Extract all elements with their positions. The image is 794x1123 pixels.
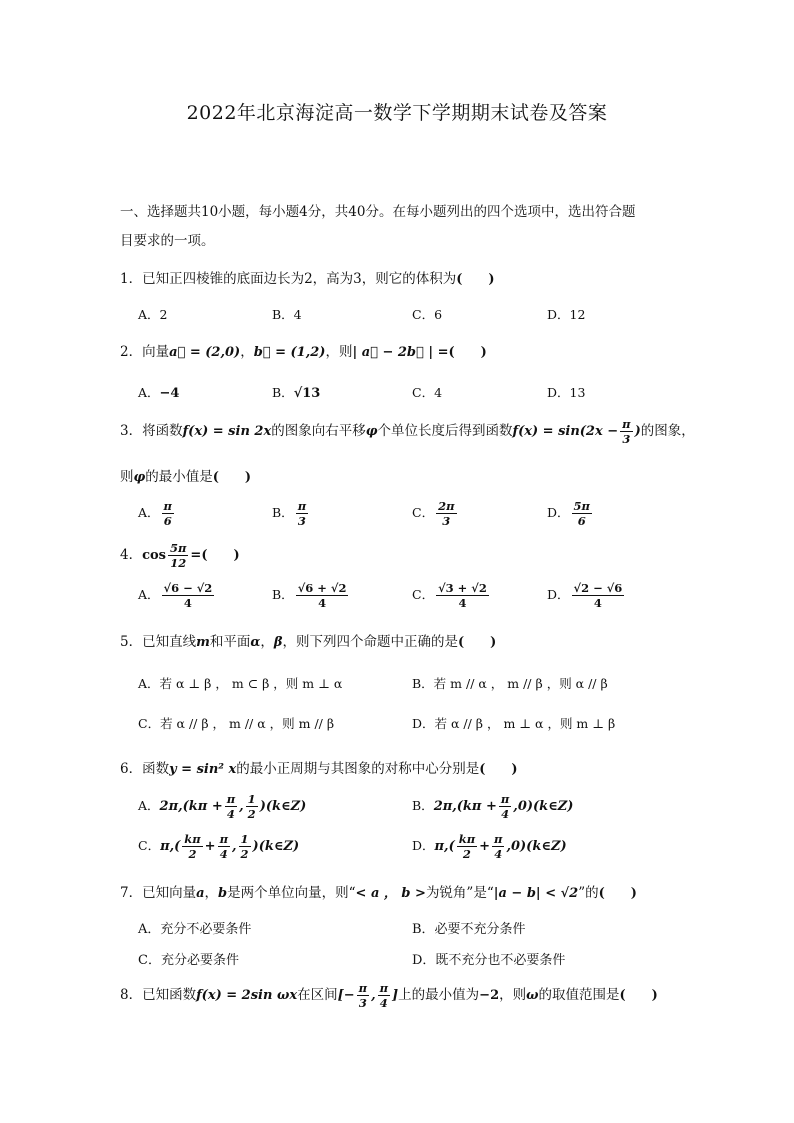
q4-option-d	[547, 582, 626, 609]
numerator: π	[494, 832, 503, 846]
denominator: 3	[358, 996, 367, 1011]
option-label: A．	[138, 587, 160, 603]
question-6-stem	[120, 757, 518, 777]
option-label: A．	[138, 505, 160, 521]
text: ，则	[499, 987, 527, 1004]
numerator: kπ	[458, 832, 476, 846]
equals-sign: =	[190, 548, 202, 564]
option-value: √13	[293, 386, 321, 401]
question-2-prefix: 2．向量	[120, 344, 170, 360]
answer-blank: ( )	[201, 548, 240, 564]
text: ”的	[578, 885, 599, 901]
denominator: 4	[501, 807, 510, 822]
question-2-stem	[120, 340, 487, 360]
interval: [−	[337, 988, 355, 1004]
cos-function: cos	[142, 548, 166, 564]
numerator: 2π	[438, 499, 455, 513]
symbol-beta: β	[273, 635, 283, 650]
numerator: π	[622, 417, 631, 431]
denominator: 4	[593, 596, 602, 611]
function: f(x) = 2sin ωx	[196, 988, 298, 1004]
text: ，则下列四个命题中正确的是	[282, 634, 459, 650]
vector-b: b	[218, 886, 228, 901]
text: 5．已知直线	[120, 634, 197, 650]
question-3-tail: 的图象，	[640, 423, 695, 440]
question-5-stem	[120, 630, 496, 650]
vector-a-formula: a⃗ = (2,0)	[169, 345, 241, 360]
text: 为锐角”是“	[425, 885, 494, 901]
fraction	[457, 833, 477, 860]
formula: 2π,(kπ +	[433, 799, 497, 815]
phi-symbol: φ	[133, 470, 146, 485]
q1-option-d: D．12	[547, 307, 586, 322]
section-intro-line1: 一、选择题共10小题，每小题4分，共40分。在每小题列出的四个选项中，选出符合题	[120, 204, 636, 220]
q2-option-b	[272, 383, 320, 401]
numerator: √2 − √6	[573, 581, 623, 595]
fraction	[296, 500, 308, 527]
fraction	[296, 582, 349, 609]
q6-option-d	[412, 833, 567, 860]
numerator: 5π	[170, 541, 187, 555]
option-label: A．	[138, 385, 160, 400]
question-3-mid2: 个单位长度后得到函数	[377, 423, 513, 440]
vector-expression: | a⃗ − 2b⃗ | =	[352, 345, 449, 360]
q1-option-b: B．4	[272, 307, 302, 322]
denominator: 4	[318, 596, 327, 611]
option-label: D．	[412, 838, 435, 854]
question-4-stem	[120, 542, 240, 569]
q1-option-c: C．6	[412, 307, 443, 322]
q4-option-b	[272, 582, 350, 609]
fraction	[572, 582, 625, 609]
fraction	[436, 582, 489, 609]
denominator: 4	[379, 996, 388, 1011]
question-3-stem	[120, 418, 695, 445]
option-label: A．	[138, 798, 160, 814]
fraction	[357, 982, 369, 1009]
q1-option-a: A．2	[138, 307, 168, 322]
option-label: D．	[547, 587, 570, 603]
numerator: √3 + √2	[438, 581, 487, 595]
text: 的取值范围是	[538, 987, 620, 1004]
denominator: 3	[297, 514, 306, 529]
q7-option-a: A．充分不必要条件	[138, 922, 252, 937]
formula: ,0)(k∈Z)	[506, 839, 567, 855]
answer-blank: ( )	[448, 345, 487, 360]
numerator: 1	[247, 792, 256, 806]
option-label: C．	[412, 587, 435, 603]
option-label: B．	[272, 505, 294, 521]
answer-blank: ( )	[458, 635, 497, 650]
question-number: 4．	[120, 547, 143, 564]
numerator: 5π	[573, 499, 590, 513]
text: 的最小值是	[145, 469, 213, 485]
formula: +	[204, 839, 216, 855]
fraction	[162, 500, 174, 527]
option-label: C．	[138, 838, 161, 854]
fraction	[162, 582, 215, 609]
q2-option-a	[138, 383, 179, 401]
formula: )(k∈Z)	[252, 839, 300, 855]
numerator: π	[297, 499, 307, 513]
fraction	[246, 793, 258, 820]
text: 和平面	[209, 634, 251, 650]
denominator: 4	[226, 807, 235, 822]
text: 是两个单位向量，则“	[227, 885, 356, 901]
q6-option-b	[412, 793, 573, 820]
formula: 2π,(kπ +	[159, 799, 223, 815]
phi-symbol: φ	[365, 424, 378, 440]
function: y = sin² x	[169, 762, 237, 777]
numerator: π	[219, 832, 228, 846]
formula: +	[479, 839, 491, 855]
question-2-mid: ，则	[325, 344, 353, 360]
page-title: 2022年北京海淀高一数学下学期期末试卷及答案	[186, 102, 608, 124]
q7-option-d: D．既不充分也不必要条件	[412, 953, 566, 968]
denominator: 3	[622, 432, 631, 447]
answer-blank: ( )	[479, 762, 518, 777]
q5-option-a: A．若 α ⊥ β ， m ⊂ β ，则 m ⊥ α	[138, 676, 343, 691]
section-intro-line2: 目要求的一项。	[120, 233, 215, 249]
fraction	[218, 833, 230, 860]
function-1: f(x) = sin 2x	[182, 424, 272, 440]
vector-b-formula: b⃗ = (1,2)	[253, 345, 326, 360]
interval: ,	[371, 988, 376, 1004]
q6-option-a	[138, 793, 306, 820]
q2-option-d: D．13	[547, 385, 586, 400]
numerator: 1	[240, 832, 249, 846]
numerator: π	[226, 792, 236, 806]
q6-option-c	[138, 833, 299, 860]
denominator: 4	[183, 596, 192, 611]
option-label: B．	[272, 385, 294, 400]
denominator: 6	[577, 514, 586, 529]
q3-option-b	[272, 500, 310, 527]
q3-option-a	[138, 500, 176, 527]
denominator: 4	[458, 596, 467, 611]
question-8-stem	[120, 982, 658, 1009]
question-7-stem	[120, 881, 637, 901]
formula: ,	[232, 839, 237, 855]
formula: π,(	[434, 839, 455, 855]
fraction	[225, 793, 237, 820]
numerator: √6 + √2	[297, 581, 347, 595]
condition-1: < a ， b >	[355, 886, 426, 901]
q3-option-c	[412, 500, 459, 527]
text: ，	[260, 634, 274, 650]
option-label: C．	[412, 505, 435, 521]
q4-option-a	[138, 582, 216, 609]
text: 在区间	[297, 987, 338, 1004]
fraction	[182, 833, 202, 860]
text: 7．已知向量	[120, 885, 197, 901]
numerator: kπ	[184, 832, 201, 846]
text: 则	[120, 469, 134, 485]
fraction	[492, 833, 504, 860]
fraction	[499, 793, 511, 820]
fraction	[572, 500, 592, 527]
denominator: 6	[163, 514, 172, 529]
function-2-end: )	[634, 424, 641, 440]
symbol-alpha: α	[250, 635, 261, 650]
text: 上的最小值为	[398, 987, 480, 1004]
numerator: π	[358, 981, 368, 995]
interval: ]	[392, 988, 399, 1004]
separator: ，	[240, 344, 254, 360]
numerator: π	[500, 792, 510, 806]
answer-blank: ( )	[598, 886, 637, 901]
q5-option-c: C．若 α // β ， m // α ，则 m // β	[138, 716, 335, 731]
text: ，	[204, 885, 219, 901]
numerator: π	[379, 981, 389, 995]
denominator: 4	[494, 847, 503, 862]
fraction	[620, 418, 632, 445]
denominator: 3	[442, 514, 451, 529]
denominator: 2	[188, 847, 197, 862]
q7-option-b: B．必要不充分条件	[412, 922, 526, 937]
denominator: 2	[462, 847, 471, 862]
omega-symbol: ω	[526, 988, 539, 1004]
text: 的最小正周期与其图象的对称中心分别是	[236, 761, 480, 777]
fraction	[378, 982, 390, 1009]
q2-option-c: C．4	[412, 385, 443, 400]
text: 8．已知函数	[120, 987, 197, 1004]
formula: )(k∈Z)	[259, 799, 307, 815]
option-label: B．	[272, 587, 294, 603]
question-3-mid1: 的图象向右平移	[271, 423, 366, 440]
fraction	[168, 542, 188, 569]
option-value: −4	[159, 386, 180, 401]
fraction	[436, 500, 456, 527]
denominator: 12	[170, 556, 187, 571]
min-value: −2	[479, 988, 500, 1004]
function-2-start: f(x) = sin(2x −	[512, 424, 619, 440]
numerator: π	[163, 499, 172, 513]
answer-blank: ( )	[619, 988, 658, 1004]
text: 6．函数	[120, 761, 170, 777]
question-1-stem	[120, 267, 495, 287]
vector-a: a	[196, 886, 205, 901]
numerator: √6 − √2	[163, 581, 213, 595]
q4-option-c	[412, 582, 491, 609]
formula: ,	[239, 799, 244, 815]
question-1-text: 1．已知正四棱锥的底面边长为2，高为3，则它的体积为	[120, 271, 457, 287]
option-label: B．	[412, 798, 434, 814]
formula: π,(	[160, 839, 181, 855]
fraction	[239, 833, 251, 860]
symbol-m: m	[196, 635, 210, 650]
q5-option-d: D．若 α // β ， m ⊥ α ，则 m ⊥ β	[412, 716, 616, 731]
formula: ,0)(k∈Z)	[513, 799, 574, 815]
denominator: 2	[240, 847, 249, 862]
q7-option-c: C．充分必要条件	[138, 953, 239, 968]
denominator: 4	[219, 847, 228, 862]
question-3-line2	[120, 465, 251, 485]
question-3-prefix: 3．将函数	[120, 423, 183, 440]
q5-option-b: B．若 m // α ， m // β ，则 α // β	[412, 676, 608, 691]
answer-blank: ( )	[456, 272, 495, 287]
denominator: 2	[247, 807, 256, 822]
option-label: D．	[547, 505, 570, 521]
answer-blank: ( )	[212, 470, 252, 485]
q3-option-d	[547, 500, 594, 527]
condition-2: |a − b| < √2	[493, 886, 579, 901]
